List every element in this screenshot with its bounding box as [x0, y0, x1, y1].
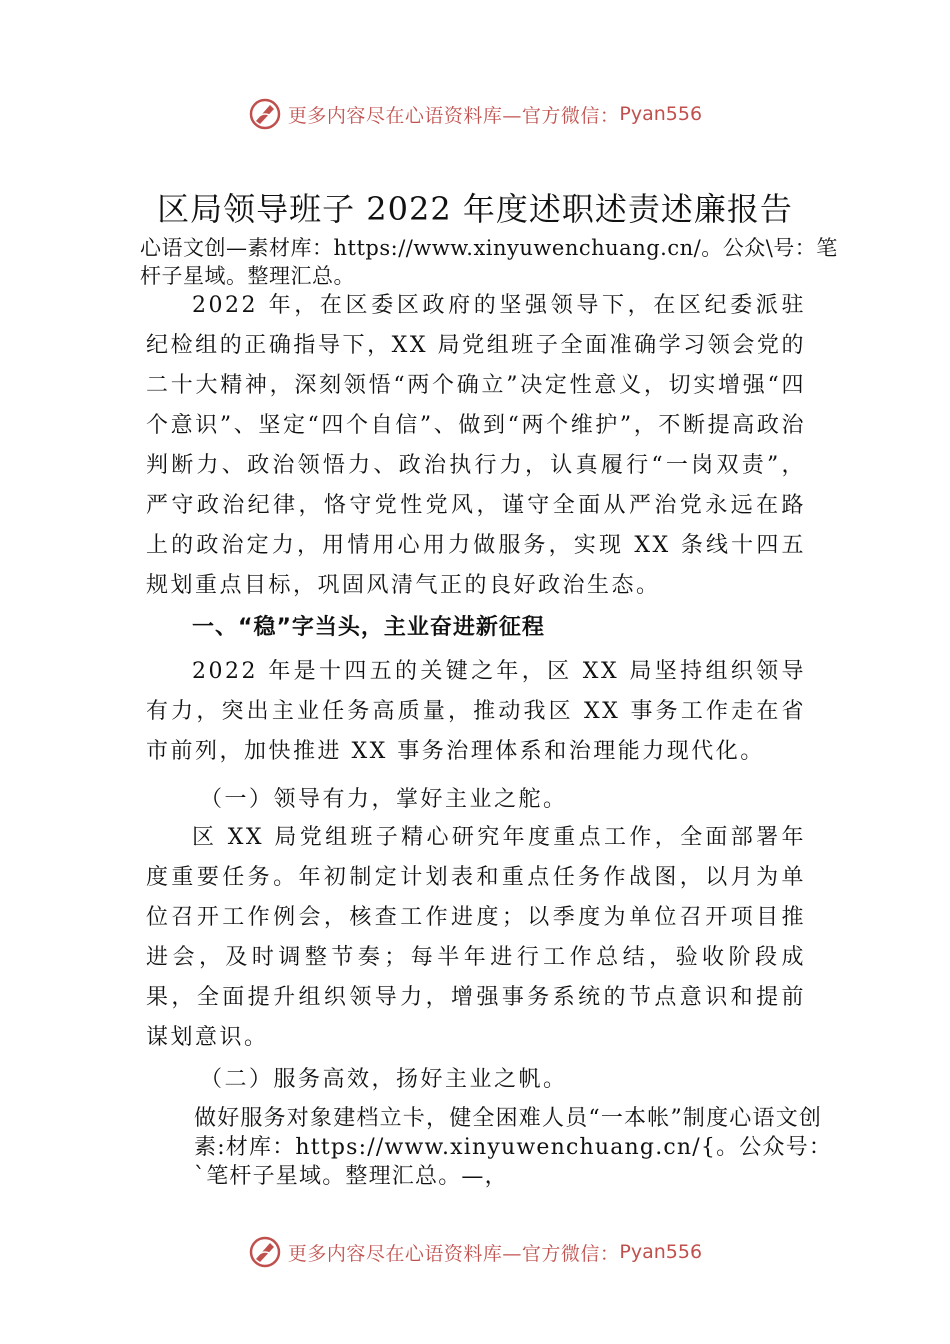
banner-text: 更多内容尽在心语资料库—官方微信： [287, 1242, 620, 1265]
subsection-heading-1: （一）领导有力，掌好主业之舵。 [200, 787, 568, 812]
banner-wechat-id: Pyan556 [619, 1241, 703, 1263]
intro-paragraph: 2022 年，在区委区政府的坚强领导下，在区纪委派驻纪检组的正确指导下，XX 局党组班子全面准确学习领会党的二十大精神，深刻领悟“两个确立”决定性意义，切实增强“四个意识”、坚定“四个自信”、做到“两个维护”，不断提高政治判断力、政治领悟力、政治执行力，认真履行“一岗双责”，严守政治纪律，恪守党性党风，谨守全面从严治党永远在路上的政治定力，用情用心用力做服务，实现 XX 条线十四五规划重点目标，巩固风清气正的良好政治生态。 [146, 293, 806, 598]
section-1-paragraph: 2022 年是十四五的关键之年，区 XX 局坚持组织领导有力，突出主业任务高质量，推动我区 XX 事务工作走在省市前列，加快推进 XX 事务治理体系和治理能力现代化。 [146, 659, 806, 764]
footer-banner [0, 1230, 950, 1274]
section-heading-1: 一、“稳”字当头，主业奋进新征程 [192, 615, 545, 640]
source-line: 心语文创—素材库：https://www.xinyuwenchuang.cn/。公众\号：笔杆子星域。整理汇总。 [140, 236, 838, 288]
subsection-1-paragraph: 区 XX 局党组班子精心研究年度重点工作，全面部署年度重要任务。年初制定计划表和重点任务作战图，以月为单位召开工作例会，核查工作进度；以季度为单位召开项目推进会，及时调整节奏；每半年进行工作总结，验收阶段成果，全面提升组织领导力，增强事务系统的节点意识和提前谋划意识。 [146, 825, 806, 1050]
document-title: 区局领导班子 2022 年度述职述责述廉报告 [157, 190, 793, 228]
logo-icon [248, 97, 282, 131]
banner-wechat-id: Pyan556 [619, 103, 703, 125]
header-banner [0, 92, 950, 136]
subsection-2-paragraph: 做好服务对象建档立卡，健全困难人员“一本帐”制度心语文创素:材库：https://www.xinyuwenchuang.cn/{。公众号：`笔杆子星域。整理汇总。—， [194, 1106, 833, 1189]
banner-text: 更多内容尽在心语资料库—官方微信： [287, 104, 620, 127]
subsection-heading-2: （二）服务高效，扬好主业之帆。 [200, 1067, 568, 1092]
logo-icon [248, 1235, 282, 1269]
